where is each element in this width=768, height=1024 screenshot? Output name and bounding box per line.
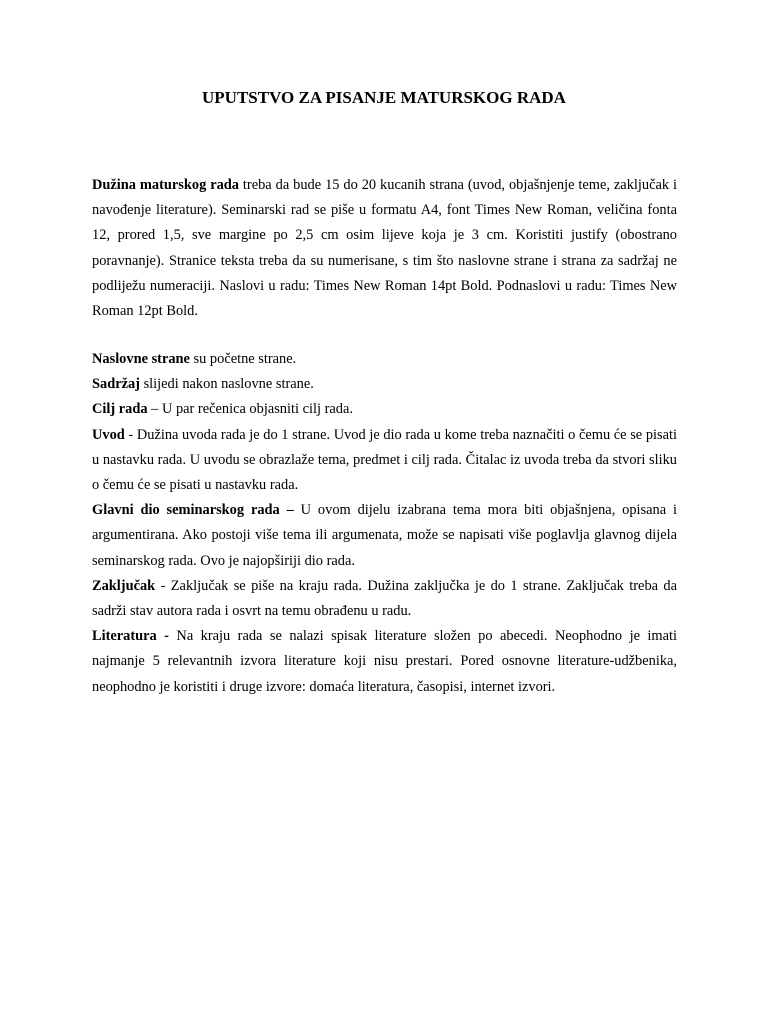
intro-paragraph bbox=[92, 173, 677, 324]
section-term: Naslovne strane bbox=[92, 351, 190, 367]
intro-text: treba da bude 15 do 20 kucanih strana (uvod, objašnjenje teme, zaključak i navođenje literature). Seminarski rad se piše u formatu A4, font Times New Roman, veličina fonta 12, prored 1,5, sve margine po 2,5 cm osim lijeve koja je 3 cm. Koristiti justify (obostrano poravnanje). Stranice teksta treba da su numerisane, s tim što naslovne strane i strana za sadržaj ne podliježu numeraciji. Naslovi u radu: Times New Roman 14pt Bold. Podnaslovi u radu: Times New Roman 12pt Bold. bbox=[92, 177, 677, 320]
section-text: su početne strane. bbox=[189, 351, 297, 367]
section-text: – U par rečenica objasniti cilj rada. bbox=[147, 401, 353, 418]
section-sadrzaj bbox=[92, 372, 677, 397]
section-glavni-dio bbox=[92, 498, 677, 574]
section-naslovne-strane bbox=[92, 347, 677, 372]
section-definitions bbox=[92, 347, 677, 700]
section-text: - Zaključak se piše na kraju rada. Dužina zaključka je do 1 strane. Zaključak treba da sadrži stav autora rada i osvrt na temu obrađenu u radu. bbox=[92, 577, 677, 620]
section-uvod bbox=[92, 423, 677, 499]
section-literatura bbox=[92, 624, 677, 700]
section-text: Na kraju rada se nalazi spisak literature složen po abecedi. Neophodno je imati najmanje 5 relevantnih izvora literature koji nisu prestari. Pored osnovne literature-udžbenika, neophodno je koristiti i druge izvore: domaća literatura, časopisi, internet izvori. bbox=[92, 628, 677, 695]
section-zakljucak bbox=[92, 574, 677, 624]
section-term: Cilj rada bbox=[92, 401, 148, 418]
section-term: Zaključak bbox=[92, 577, 156, 594]
section-term: Uvod bbox=[92, 426, 125, 443]
section-term: Glavni dio seminarskog rada – bbox=[92, 502, 294, 519]
section-text: slijedi nakon naslovne strane. bbox=[139, 376, 314, 393]
document-title: UPUTSTVO ZA PISANJE MATURSKOG RADA bbox=[202, 88, 566, 107]
section-text: - Dužina uvoda rada je do 1 strane. Uvod je dio rada u kome treba naznačiti o čemu će se pisati u nastavku rada. U uvodu se obrazlaže tema, predmet i cilj rada. Čitalac iz uvoda treba da stvori sliku o čemu će se pisati u nastavku rada. bbox=[92, 426, 677, 494]
section-text: U ovom dijelu izabrana tema mora biti objašnjena, opisana i argumentirana. Ako postoji više tema ili argumenata, može se napisati više poglavlja glavnog dijela seminarskog rada. Ovo je najopširiji dio rada. bbox=[92, 502, 677, 569]
intro-term: Dužina maturskog rada bbox=[92, 177, 239, 193]
section-term: Sadržaj bbox=[92, 376, 140, 393]
section-cilj-rada bbox=[92, 397, 677, 422]
section-term: Literatura - bbox=[92, 628, 169, 645]
